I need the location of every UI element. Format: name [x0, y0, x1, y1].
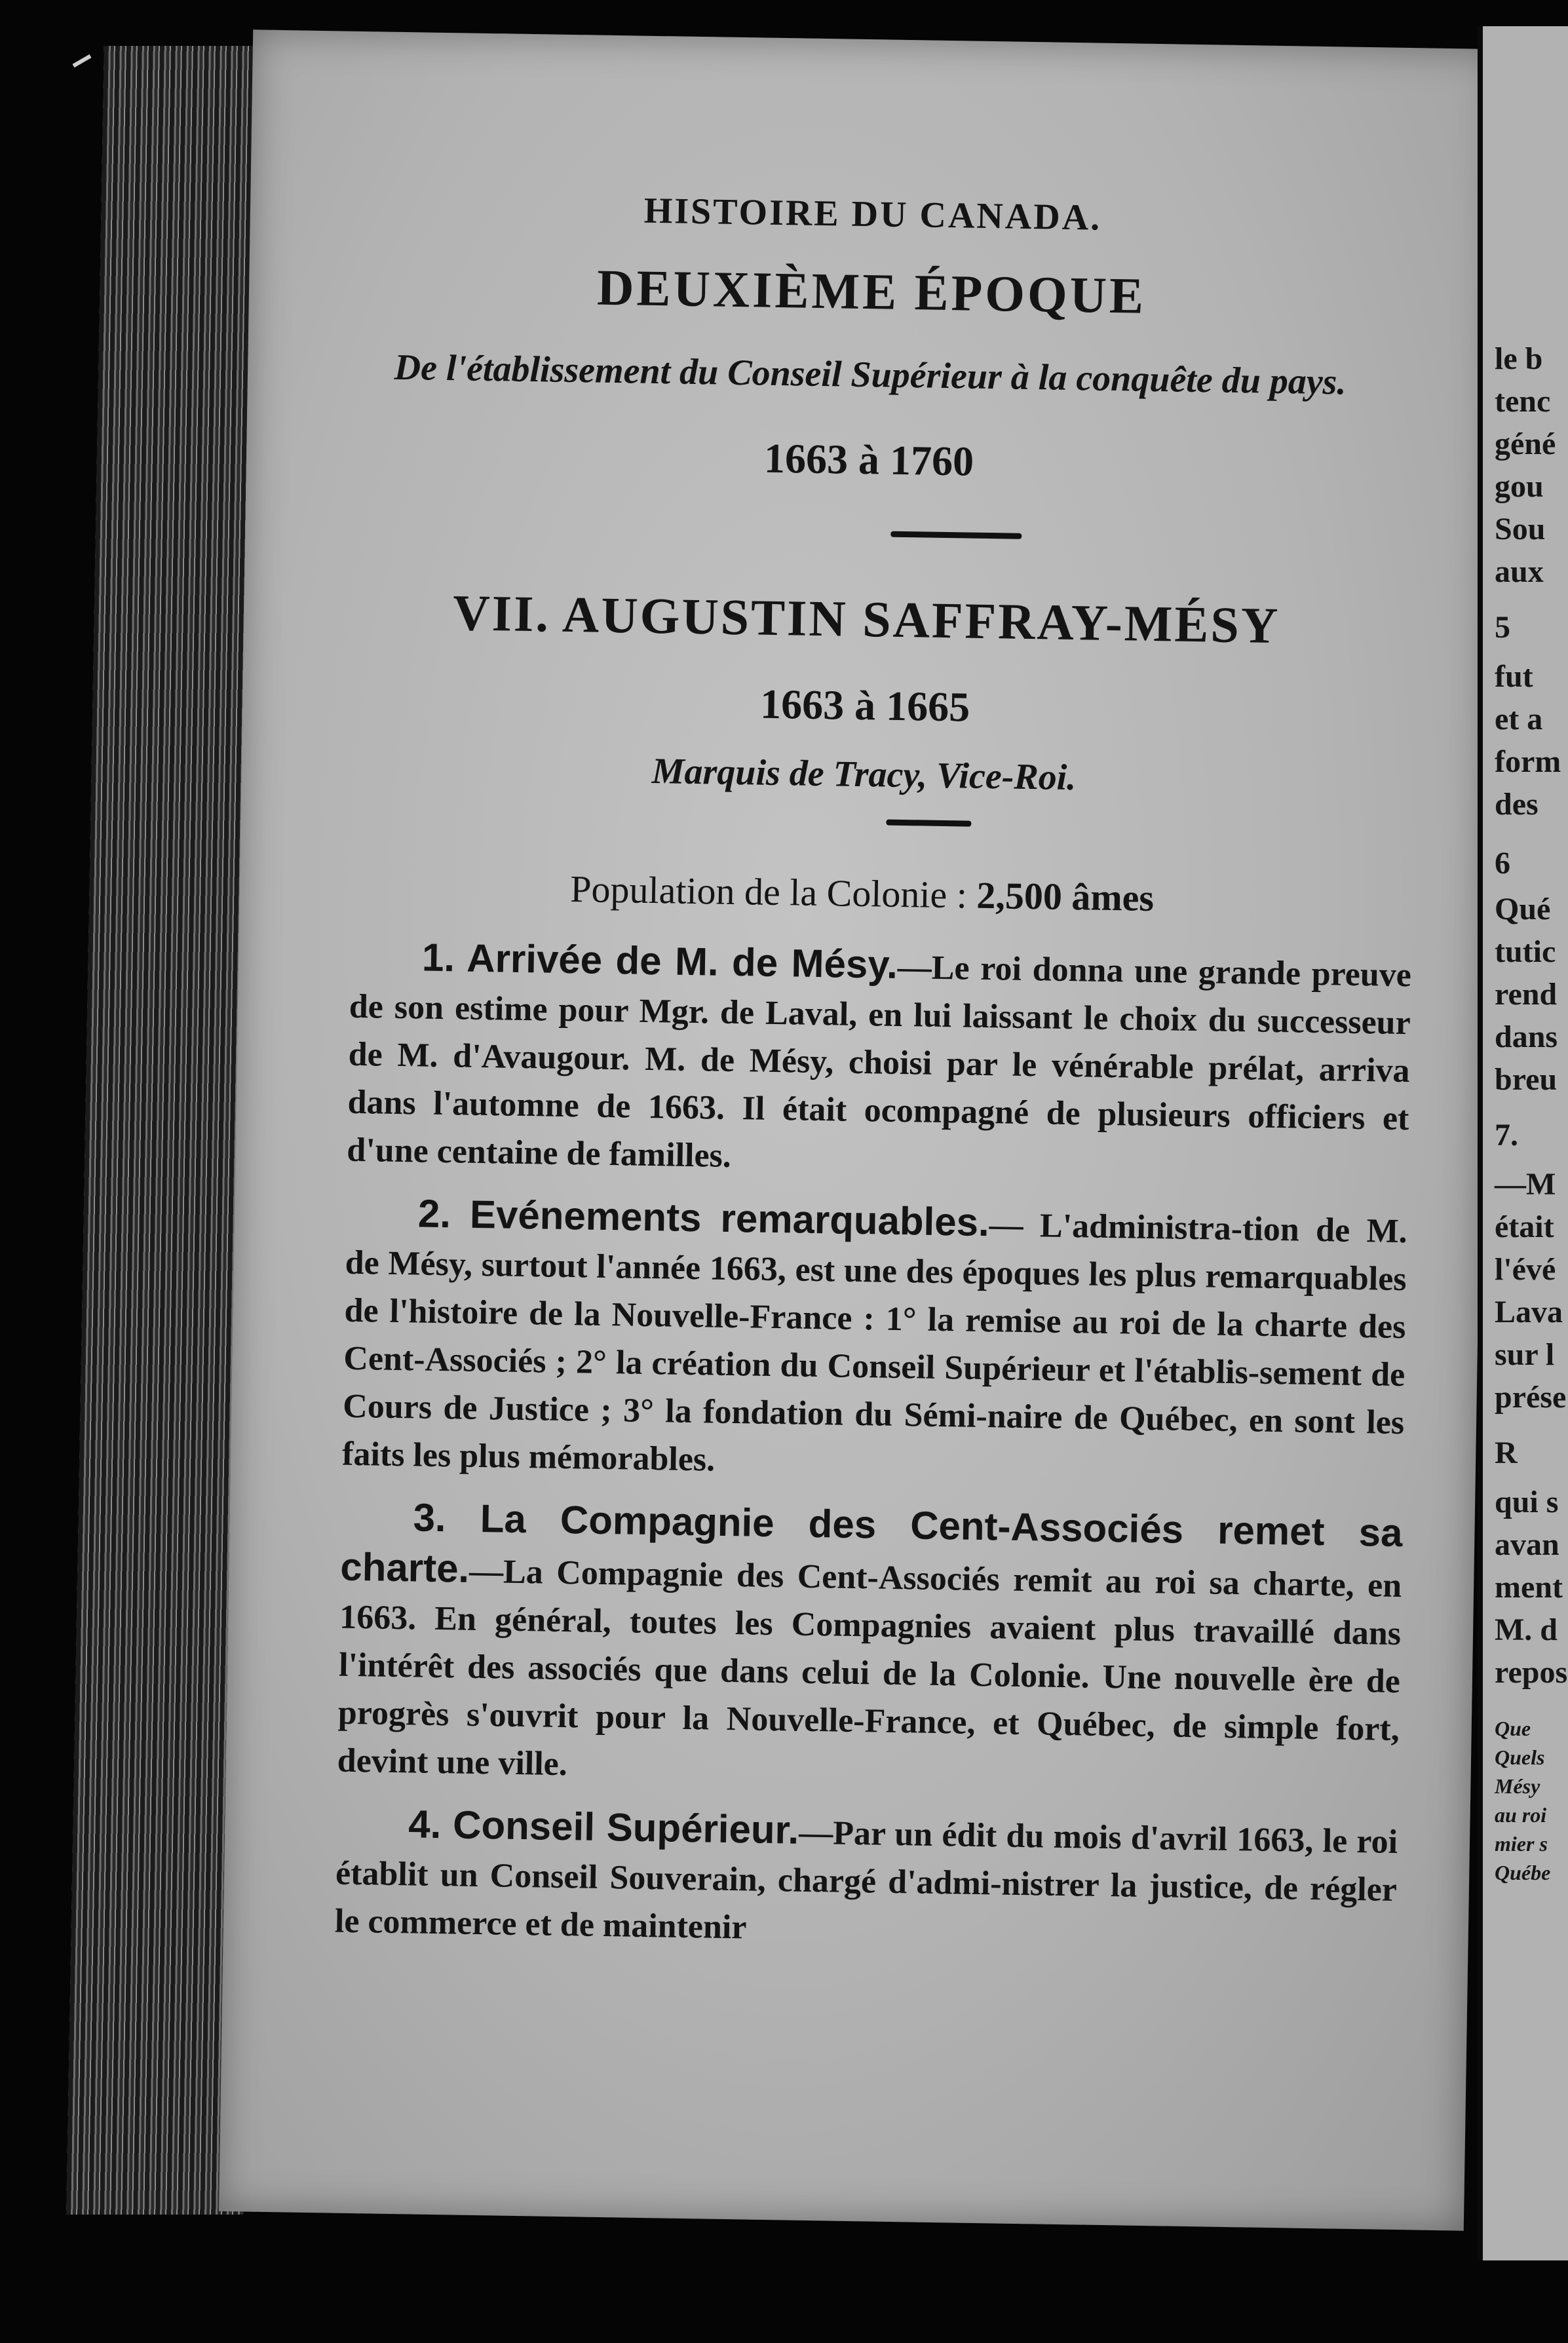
facing-page-fragment: ment	[1495, 1570, 1563, 1605]
facing-page-question-fragment: Mésy	[1495, 1774, 1540, 1798]
epoch-dates: 1663 à 1760	[763, 434, 974, 485]
facing-page-question-fragment: Que	[1495, 1717, 1531, 1740]
facing-page-fragment: qui s	[1495, 1485, 1559, 1519]
facing-page-fragment: tutic	[1495, 934, 1556, 969]
section-heading: 1. Arrivée de M. de Mésy.	[421, 935, 898, 987]
population-value: 2,500 âmes	[976, 873, 1155, 920]
section-paragraph	[347, 932, 1412, 1191]
epoch-subtitle: De l'établissement du Conseil Supérieur à la conquête du pays.	[394, 347, 1347, 403]
section-heading: 2. Evénements remarquables.	[417, 1191, 990, 1245]
facing-page-fragment: aux	[1495, 554, 1544, 589]
facing-page-fragment: Lava	[1495, 1295, 1563, 1329]
section-paragraph	[342, 1189, 1408, 1495]
facing-page-fragment: —M	[1495, 1167, 1556, 1202]
facing-page-fragment: était	[1495, 1210, 1554, 1244]
divider-rule	[890, 531, 1022, 539]
section-heading: 3. La Compagnie des Cent-Associés remet sa charte.	[339, 1495, 1403, 1591]
facing-page-fragment: prése	[1495, 1380, 1567, 1415]
facing-page-fragment: 7.	[1495, 1118, 1518, 1152]
facing-page-fragment: form	[1495, 744, 1561, 779]
facing-page-fragment: 6	[1495, 846, 1510, 881]
facing-page-fragment: R	[1495, 1436, 1518, 1470]
facing-page	[1478, 26, 1568, 2260]
facing-page-question-fragment: Quels	[1495, 1745, 1545, 1769]
chapter-dates: 1663 à 1665	[759, 680, 970, 731]
facing-page-question-fragment: Québe	[1495, 1861, 1551, 1884]
section-heading: 4. Conseil Supérieur.	[408, 1802, 799, 1852]
population-line	[239, 862, 1485, 925]
facing-page-fragment: gou	[1495, 469, 1544, 504]
section-body: — L'administra-tion de M. de Mésy, surtout l'année 1663, est une des époques les plus remarquables de l'histoire de la Nouvelle-France : 1° la remise au roi de la charte des Cent-Associés ; 2° la création du Conseil Supérieur et l'établis-sement de Cours de Justice ; 3° la fondation du Sémi-naire de Québec, en sont les faits les plus mémorables.	[341, 1206, 1408, 1479]
facing-page-fragment: géné	[1495, 427, 1556, 461]
facing-page-fragment: sur l	[1495, 1337, 1555, 1372]
facing-page-fragment: le b	[1495, 341, 1543, 376]
facing-page-fragment: 5	[1495, 610, 1510, 645]
facing-page-question-fragment: au roi	[1495, 1803, 1547, 1827]
facing-page-fragment: fut	[1495, 659, 1533, 694]
facing-page-fragment: tenc	[1495, 384, 1551, 419]
facing-page-fragment: dans	[1495, 1019, 1558, 1054]
facing-page-fragment: breu	[1495, 1062, 1558, 1097]
scan-mark	[73, 54, 92, 67]
section-body: —Le roi donna une grande preuve de son estime pour Mgr. de Laval, en lui laissant le choix du successeur de M. d'Avaugour. M. de Mésy, choisi par le vénérable prélat, arriva dans l'automne de 1663. Il était ocompagné de plusieurs officiers et d'une centaine de familles.	[346, 948, 1412, 1175]
section-paragraph	[337, 1493, 1403, 1801]
facing-page-fragment: M. d	[1495, 1612, 1558, 1647]
facing-page-fragment: rend	[1495, 977, 1558, 1012]
running-head: HISTOIRE DU CANADA.	[643, 190, 1102, 238]
facing-page-fragment: et a	[1495, 702, 1543, 736]
viceroy-line: Marquis de Tracy, Vice-Roi.	[651, 750, 1077, 799]
section-paragraph	[334, 1799, 1398, 1962]
section-body: —Par un édit du mois d'avril 1663, le roi établit un Conseil Souverain, chargé d'admi-nistrer la justice, de régler le commerce et de maintenir	[334, 1814, 1398, 1947]
chapter-title: VII. AUGUSTIN SAFFRAY-MÉSY	[452, 584, 1280, 655]
facing-page-fragment: repos	[1495, 1655, 1568, 1690]
facing-page-fragment: des	[1495, 787, 1539, 822]
facing-page-fragment: Qué	[1495, 892, 1551, 926]
epoch-title: DEUXIÈME ÉPOQUE	[596, 258, 1147, 324]
section-body: —La Compagnie des Cent-Associés remit au roi sa charte, en 1663. En général, toutes les Compagnies avaient plus travaillé dans l'intérêt des associés que dans celui de la Colonie. Une nouvelle ère de progrès s'ouvrit pour la Nouvelle-France, et Québec, de simple fort, devint une ville.	[337, 1552, 1402, 1783]
facing-page-fragment: l'évé	[1495, 1252, 1556, 1287]
divider-rule	[886, 820, 971, 827]
body-sections	[334, 932, 1411, 1976]
facing-page-question-fragment: mier s	[1495, 1832, 1548, 1856]
population-label: Population de la Colonie :	[569, 867, 968, 917]
facing-page-fragment: avan	[1495, 1527, 1559, 1562]
facing-page-fragment: Sou	[1495, 512, 1546, 546]
left-page	[219, 29, 1498, 2230]
